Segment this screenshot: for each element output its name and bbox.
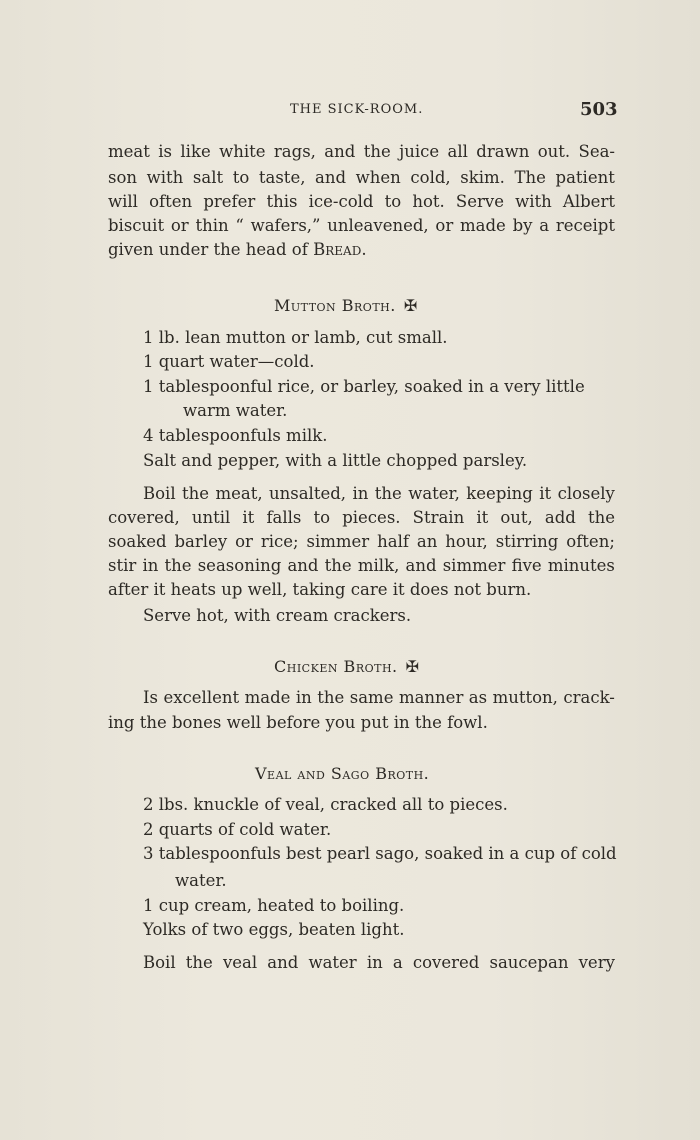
directions-line: after it heats up well, taking care it does not burn. [108,580,532,599]
page-number: 503 [580,99,618,120]
ingredient-line: 1 tablespoonful rice, or barley, soaked in a very little [143,377,585,396]
directions-line: covered, until it falls to pieces. Strain it out, add the [108,508,615,527]
ingredient-line: Salt and pepper, with a little chopped parsley. [143,451,528,470]
maltese-cross-icon: ✠ [403,296,418,315]
ingredient-line: 3 tablespoonfuls best pearl sago, soaked in a cup of cold [143,844,617,863]
directions-line: stir in the seasoning and the milk, and simmer five minutes [108,556,615,575]
directions-line: Boil the meat, unsalted, in the water, keeping it closely [143,484,615,503]
ingredient-line-continuation: warm water. [183,401,288,420]
cross-reference: Bread. [313,240,367,259]
intro-line-2: son with salt to taste, and when cold, skim. The patient [108,168,615,187]
ingredient-line: Yolks of two eggs, beaten light. [143,920,405,939]
ingredient-line-continuation: water. [175,871,227,890]
chicken-broth-line: ing the bones well before you put in the fowl. [108,713,488,732]
directions-line: Boil the veal and water in a covered saucepan very [143,953,615,972]
intro-line-3: will often prefer this ice-cold to hot. Serve with Albert [108,192,615,211]
maltese-cross-icon: ✠ [405,657,420,676]
ingredient-line: 2 quarts of cold water. [143,820,332,839]
running-head: THE SICK-ROOM. [290,102,424,117]
intro-line-5: given under the head of Bread. [108,240,367,259]
ingredient-line: 1 cup cream, heated to boiling. [143,896,405,915]
recipe-title-veal-sago-broth: Veal and Sago Broth. [255,764,430,783]
ingredient-line: 1 quart water—cold. [143,352,315,371]
intro-line-4: biscuit or thin “ wafers,” unleavened, or made by a receipt [108,216,615,235]
ingredient-line: 4 tablespoonfuls milk. [143,426,328,445]
intro-line-1: meat is like white rags, and the juice all drawn out. Sea- [108,142,615,161]
chicken-broth-line: Is excellent made in the same manner as mutton, crack- [143,688,615,707]
ingredient-line: 2 lbs. knuckle of veal, cracked all to pieces. [143,795,508,814]
directions-line: soaked barley or rice; simmer half an hour, stirring often; [108,532,615,551]
recipe-title-chicken-broth: Chicken Broth. ✠ [274,657,420,676]
directions-line: Serve hot, with cream crackers. [143,606,412,625]
ingredient-line: 1 lb. lean mutton or lamb, cut small. [143,328,448,347]
recipe-title-mutton-broth: Mutton Broth. ✠ [274,296,418,315]
